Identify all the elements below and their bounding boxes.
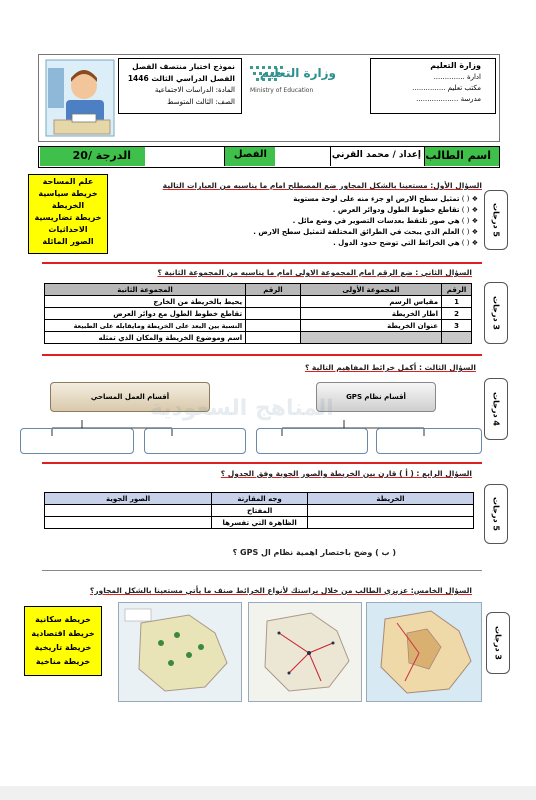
table-row — [45, 332, 472, 344]
ministry-line-1: وزارة التعليم — [430, 61, 481, 70]
concept-answer-box[interactable] — [376, 428, 482, 454]
q2-second-cell: اسم وموضوع الخريطة والمكان الذي تمثله — [45, 332, 246, 344]
watermark: المناهج السعودية — [150, 396, 334, 421]
q4-answer-cell[interactable] — [45, 505, 212, 517]
q1-item-text: هي صور تلتقط بعدسات التصوير في وضع مائل . — [292, 217, 460, 225]
q2-num-cell: 3 — [442, 320, 472, 332]
q1-item-row — [253, 228, 478, 236]
grade-label: الدرجة /20 — [72, 149, 131, 162]
class-cell — [224, 147, 275, 166]
q2-answer-cell[interactable] — [246, 332, 301, 344]
prepared-by-cell — [330, 147, 425, 166]
q2-second-cell: يحيط بالخريطة من الخارج — [45, 296, 246, 308]
q1-marks-tab — [484, 190, 508, 250]
divider — [42, 462, 482, 464]
ministry-line-4: مدرسة ................... — [416, 95, 481, 103]
logo-english-text: Ministry of Education — [250, 87, 314, 94]
q1-marks: 5 درجات — [491, 203, 501, 237]
exam-info-line-1: نموذج اختبار منتصف الفصل — [132, 62, 235, 71]
map-type-item: خريطة تاريخية — [34, 643, 92, 652]
q2-header-num1: الرقم — [442, 284, 472, 296]
q5-title: السؤال الخامس: عزيزي الطالب من خلال براستك لأنواع الخرائط صنف ما يأتي مستعينا بالشكل المجاور؟ — [89, 586, 472, 595]
word-bank-item: علم المساحة — [42, 177, 94, 186]
q3-marks: 4 درجات — [491, 392, 501, 426]
q2-table — [44, 283, 472, 344]
q1-item-row — [333, 206, 478, 214]
q1-title: السؤال الأول: مستعينا بالشكل المجاور ضع المصطلح امام ما يناسبه من العبارات التالية — [162, 181, 482, 190]
table-row — [45, 320, 472, 332]
q2-num-cell: 2 — [442, 308, 472, 320]
exam-info-line-4: الصف: الثالث المتوسط — [167, 98, 235, 106]
answer-paren: ( ) — [461, 217, 470, 225]
map-types-box — [24, 606, 102, 676]
class-label: الفصل — [233, 149, 267, 160]
word-bank — [28, 174, 108, 254]
blank-cell — [274, 147, 331, 166]
map-thumbnail-population — [248, 602, 362, 702]
answer-paren: ( ) — [461, 239, 470, 247]
gps-concept-box — [316, 382, 436, 412]
class-value-cell — [144, 147, 225, 166]
table-row — [45, 308, 472, 320]
bullet-icon: ❖ — [471, 206, 478, 214]
q2-marks-tab — [484, 282, 508, 344]
student-illustration — [44, 58, 116, 138]
word-bank-item: خريطة سياسية — [38, 189, 98, 198]
info-bar — [38, 146, 500, 168]
q2-first-cell — [300, 332, 441, 344]
q4-header-aerial: الصور الجوية — [45, 493, 212, 505]
map-type-item: خريطة سكانية — [35, 615, 91, 624]
answer-paren: ( ) — [461, 228, 470, 236]
exam-info-line-3: المادة: الدراسات الاجتماعية — [154, 86, 235, 94]
q1-item-text: تمثيل سطح الارض او جزء منه على لوحة مستوية — [293, 195, 460, 203]
q2-header-second: المجموعة الثانية — [45, 284, 246, 296]
word-bank-item: الاحداثيات — [48, 225, 88, 234]
q1-item-text: العلم الذي يبحث في الطرائق المختلفة لتمثيل سطح الارض . — [253, 228, 460, 236]
bullet-icon: ❖ — [471, 239, 478, 247]
ministry-line-2: ادارة .............. — [433, 73, 481, 81]
map-thumbnail-economic — [118, 602, 242, 702]
q4-part-b: ( ب ) وضح باختصار اهمية نظام ال GPS ؟ — [232, 548, 396, 557]
q2-header-row — [45, 284, 472, 296]
prepared-by-label: إعداد / محمد القرني — [331, 150, 421, 160]
q2-first-cell: عنوان الخريطة — [300, 320, 441, 332]
answer-paren: ( ) — [461, 195, 470, 203]
q4-table — [44, 492, 474, 529]
q1-item-text: هي الخرائط التي توضح حدود الدول . — [333, 239, 460, 247]
q4-answer-cell[interactable] — [307, 517, 473, 529]
q4-header-map: الخريطة — [307, 493, 473, 505]
q2-answer-cell[interactable] — [246, 320, 301, 332]
gps-concept-label: أقسام نظام GPS — [346, 393, 406, 401]
bullet-icon: ❖ — [471, 228, 478, 236]
q2-answer-cell[interactable] — [246, 308, 301, 320]
divider — [42, 262, 482, 264]
answer-paren: ( ) — [461, 206, 470, 214]
q3-title: السؤال الثالث : أكمل خرائط المفاهيم التالية ؟ — [304, 363, 476, 372]
q2-second-cell: النسبة بين البعد على الخريطة ومايقابله على الطبيعة — [45, 320, 246, 332]
q4-header-row — [45, 493, 474, 505]
q2-title: السؤال الثاني : ضع الرقم امام المجموعة الاولى امام ما يناسبه من المجموعة الثانية ؟ — [157, 268, 472, 277]
q2-header-first: المجموعة الأولى — [300, 284, 441, 296]
q2-answer-cell[interactable] — [246, 296, 301, 308]
q2-num-cell — [442, 332, 472, 344]
table-row — [45, 517, 474, 529]
q4-aspect-cell: المفتاح — [212, 505, 308, 517]
q4-answer-cell[interactable] — [307, 505, 473, 517]
q2-num-cell: 1 — [442, 296, 472, 308]
bullet-icon: ❖ — [471, 217, 478, 225]
q4-marks-tab — [484, 484, 508, 544]
q2-first-cell: مقياس الرسم — [300, 296, 441, 308]
q5-marks-tab — [486, 612, 510, 674]
q2-header-num2: الرقم — [246, 284, 301, 296]
q5-marks: 3 درجات — [493, 626, 503, 660]
q4-answer-cell[interactable] — [45, 517, 212, 529]
divider — [42, 570, 482, 571]
exam-info-box — [118, 58, 242, 114]
student-name-label: اسم الطالب — [425, 149, 491, 162]
q4-marks: 5 درجات — [491, 497, 501, 531]
word-bank-item: الصور المائلة — [42, 237, 94, 246]
ministry-box — [370, 58, 496, 114]
table-row — [45, 505, 474, 517]
exam-info-line-2: الفصل الدراسي الثالث 1446 — [127, 74, 235, 83]
concept-answer-box[interactable] — [256, 428, 368, 454]
q2-second-cell: تقاطع خطوط الطول مع دوائر العرض — [45, 308, 246, 320]
map-type-item: خريطة مناخية — [35, 657, 91, 666]
q1-item-row — [333, 239, 478, 247]
concept-answer-box[interactable] — [20, 428, 134, 454]
survey-concept-label: أقسام العمل المساحي — [90, 393, 170, 401]
q3-marks-tab — [484, 378, 508, 440]
student-name-cell — [424, 147, 499, 166]
q1-items — [110, 195, 482, 257]
concept-answer-box[interactable] — [144, 428, 246, 454]
ministry-line-3: مكتب تعليم ............... — [412, 84, 481, 92]
logo-arabic-text: وزارة التعليم — [259, 66, 336, 80]
q4-title: السؤال الرابع : ( أ ) قارن بين الخريطة والصور الجوية وفق الجدول ؟ — [220, 469, 472, 478]
q2-marks: 3 درجات — [491, 296, 501, 330]
map-type-item: خريطة اقتصادية — [31, 629, 95, 638]
page-bottom-fold — [0, 786, 536, 800]
word-bank-item: خريطة تضاريسية — [34, 213, 102, 222]
grade-cell — [40, 147, 145, 166]
q1-item-text: تقاطع خطوط الطول ودوائر العرض . — [332, 206, 460, 214]
word-bank-item: الخريطة — [51, 201, 85, 210]
q1-item-row — [293, 195, 478, 203]
q1-item-row — [293, 217, 478, 225]
divider — [42, 354, 482, 356]
ministry-logo — [246, 62, 338, 106]
map-thumbnail-historical — [366, 602, 482, 702]
table-row — [45, 296, 472, 308]
q4-header-aspect: وجه المقارنة — [212, 493, 308, 505]
q2-first-cell: اطار الخريطة — [300, 308, 441, 320]
q4-aspect-cell: الظاهرة التي تفسرها — [212, 517, 308, 529]
bullet-icon: ❖ — [471, 195, 478, 203]
